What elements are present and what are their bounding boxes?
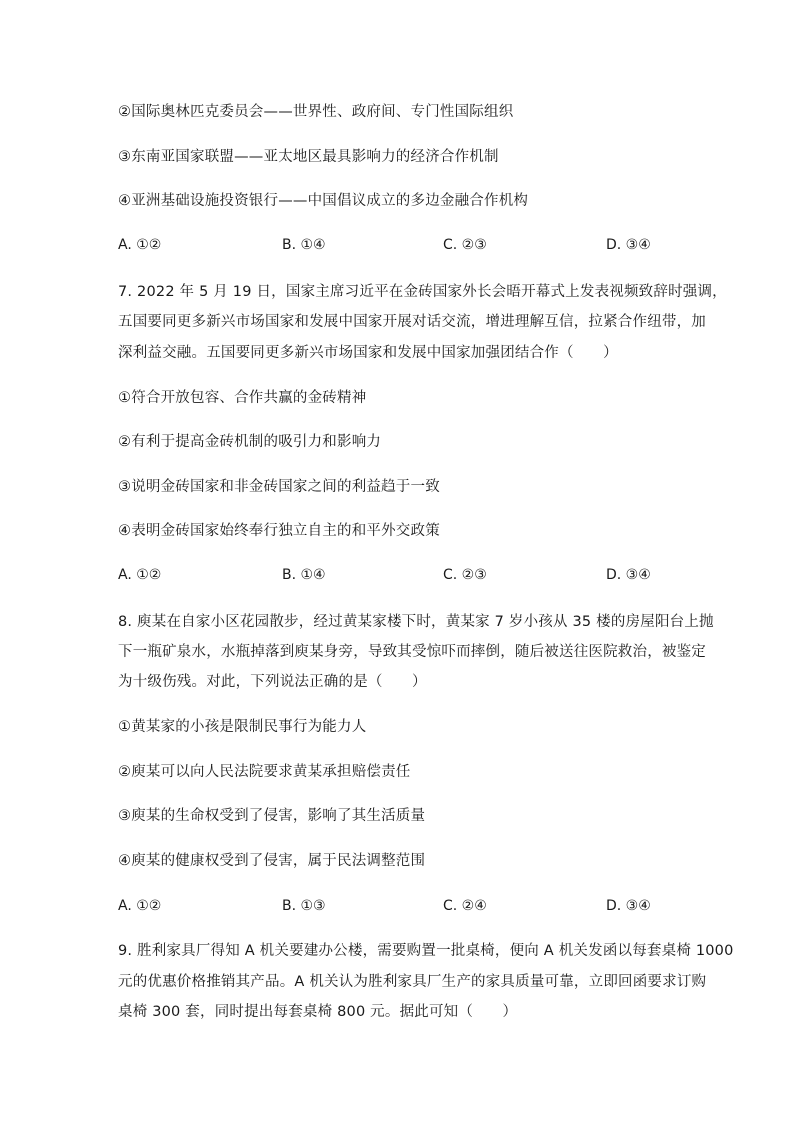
q8-choice-c[interactable]: C. ②④ [443, 898, 487, 914]
q8-stem-line-3: 为十级伤残。对此，下列说法正确的是（ ） [118, 674, 427, 690]
q7-choice-a[interactable]: A. ①② [118, 567, 162, 583]
q7-choice-d[interactable]: D. ③④ [606, 567, 651, 583]
q7-stem-line-3: 深利益交融。五国要同更多新兴市场国家和发展中国家加强团结合作（ ） [118, 345, 618, 361]
q6-choice-c[interactable]: C. ②③ [443, 237, 487, 253]
q7-choice-c[interactable]: C. ②③ [443, 567, 487, 583]
q9-stem-line-3: 桌椅 300 套，同时提出每套桌椅 800 元。据此可知（ ） [118, 1004, 518, 1020]
q6-choice-b[interactable]: B. ①④ [282, 237, 326, 253]
q7-option-4: ④表明金砖国家始终奉行独立自主的和平外交政策 [118, 523, 440, 539]
q8-choice-a[interactable]: A. ①② [118, 898, 162, 914]
q7-choice-b[interactable]: B. ①④ [282, 567, 326, 583]
q9-stem-line-1: 9. 胜利家具厂得知 A 机关要建办公楼，需要购置一批桌椅，便向 A 机关发函以每套桌椅 1000 [118, 943, 734, 959]
q6-choice-d[interactable]: D. ③④ [606, 237, 651, 253]
q7-choices [118, 566, 678, 584]
q6-option-3: ③东南亚国家联盟——亚太地区最具影响力的经济合作机制 [118, 149, 499, 165]
q8-choice-d[interactable]: D. ③④ [606, 898, 651, 914]
q8-option-3: ③庾某的生命权受到了侵害，影响了其生活质量 [118, 808, 426, 824]
q6-choices [118, 236, 678, 254]
q8-choice-b[interactable]: B. ①③ [282, 898, 326, 914]
q8-option-2: ②庾某可以向人民法院要求黄某承担赔偿责任 [118, 764, 411, 780]
q8-option-1: ①黄某家的小孩是限制民事行为能力人 [118, 719, 367, 735]
q7-option-2: ②有利于提高金砖机制的吸引力和影响力 [118, 434, 382, 450]
q8-stem-line-2: 下一瓶矿泉水，水瓶掉落到庾某身旁，导致其受惊吓而摔倒，随后被送往医院救治，被鉴定 [118, 644, 706, 660]
q7-stem-line-2: 五国要同更多新兴市场国家和发展中国家开展对话交流，增进理解互信，拉紧合作纽带，加 [118, 314, 706, 330]
q7-option-1: ①符合开放包容、合作共赢的金砖精神 [118, 390, 367, 406]
q6-option-4: ④亚洲基础设施投资银行——中国倡议成立的多边金融合作机构 [118, 193, 529, 209]
q7-option-3: ③说明金砖国家和非金砖国家之间的利益趋于一致 [118, 479, 440, 495]
q6-choice-a[interactable]: A. ①② [118, 237, 162, 253]
q8-choices [118, 897, 678, 915]
q8-stem-line-1: 8. 庾某在自家小区花园散步，经过黄某家楼下时，黄某家 7 岁小孩从 35 楼的房屋阳台上抛 [118, 614, 714, 630]
q7-stem-line-1: 7. 2022 年 5 月 19 日，国家主席习近平在金砖国家外长会晤开幕式上发表视频致辞时强调， [118, 284, 727, 300]
q8-option-4: ④庾某的健康权受到了侵害，属于民法调整范围 [118, 853, 426, 869]
q9-stem-line-2: 元的优惠价格推销其产品。A 机关认为胜利家具厂生产的家具质量可靠，立即回函要求订购 [118, 974, 707, 990]
q6-option-2: ②国际奥林匹克委员会——世界性、政府间、专门性国际组织 [118, 104, 514, 120]
